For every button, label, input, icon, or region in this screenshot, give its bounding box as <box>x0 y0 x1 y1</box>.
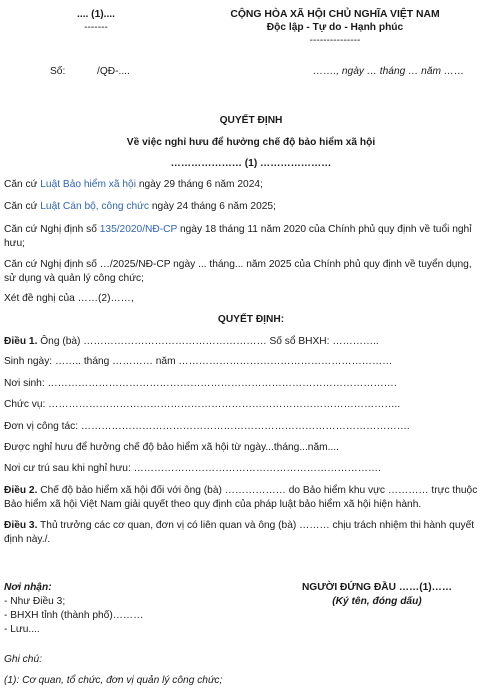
decree-135-link[interactable]: 135/2020/NĐ-CP <box>99 224 178 235</box>
recipient-item: - BHXH tỉnh (thành phố)……… <box>4 610 144 621</box>
recipients-heading: Nơi nhận: <box>4 582 52 593</box>
article-1-name: Ông (bà) ……………………………………………… Số sổ BHXH: ………….. <box>37 336 379 347</box>
document-number-label: Số: <box>50 66 66 77</box>
legal-basis-prefix: Căn cứ <box>4 201 41 212</box>
legal-basis-3 <box>4 223 482 251</box>
article-2-text: Chế độ bảo hiểm xã hội đối với ông (bà) ……………… do Bảo hiểm khu vực ………… trực thuộc Bảo hiểm xã hội Việt Nam giải quyết theo quy định của pháp luật bảo hiểm xã hội hiện hành. <box>4 485 478 510</box>
issuing-agency: .... (1).... <box>77 9 115 20</box>
retirement-date-line: Được nghỉ hưu để hưởng chế độ bảo hiểm xã hội từ ngày...tháng...năm.... <box>4 442 339 453</box>
article-2-label: Điều 2. <box>4 485 38 496</box>
article-3 <box>4 519 482 547</box>
recipient-item: - Lưu.... <box>4 624 40 635</box>
residence-line: Nơi cư trú sau khi nghỉ hưu: ………………………………………………………………. <box>4 463 381 474</box>
proposal-line: Xét đề nghị của ……(2)……, <box>4 293 134 304</box>
article-1-label: Điều 1. <box>4 336 38 347</box>
recipient-item: - Như Điều 3; <box>4 596 66 607</box>
article-1-name-line <box>4 336 379 347</box>
legal-basis-1 <box>4 179 263 190</box>
birthplace-line: Nơi sinh: …………………………………………………………………………………………. <box>4 378 397 389</box>
legal-basis-4: Căn cứ Nghị định số …/2025/NĐ-CP ngày ... tháng... năm 2025 của Chính phủ quy định về tuyển dụng, sử dụng và quản lý công chức; <box>4 259 472 284</box>
position-line: Chức vụ: ………………………………………………………………………………………….. <box>4 399 401 410</box>
notes-heading: Ghi chú: <box>4 654 42 665</box>
document-number: /QĐ-.... <box>97 66 130 77</box>
social-insurance-law-link[interactable]: Luật Bảo hiểm xã hội <box>40 179 136 190</box>
motto-underline: --------------- <box>309 35 361 46</box>
article-2 <box>4 484 482 512</box>
signature-note: (Ký tên, đóng dấu) <box>332 596 422 607</box>
legal-basis-date: ngày 29 tháng 6 năm 2024; <box>135 179 263 190</box>
document-title: QUYẾT ĐỊNH <box>219 115 283 126</box>
workplace-line: Đơn vị công tác: ……………………………………………………………………………………. <box>4 421 410 432</box>
place-date: ……., ngày … tháng … năm …… <box>313 66 465 77</box>
civil-servant-law-link[interactable]: Luật Cán bộ, công chức <box>40 201 150 212</box>
legal-basis-prefix: Căn cứ <box>4 179 41 190</box>
article-3-label: Điều 3. <box>4 520 38 531</box>
legal-basis-text: ngày 18 tháng 11 năm 2020 của Chính phủ quy định về tuổi nghỉ hưu; <box>4 224 472 249</box>
motto: Độc lập - Tự do - Hạnh phúc <box>266 22 404 33</box>
signer-title: NGƯỜI ĐỨNG ĐẦU ……(1)…… <box>301 582 453 593</box>
agency-underline: ------- <box>84 22 108 33</box>
legal-basis-date: ngày 24 tháng 6 năm 2025; <box>149 201 276 212</box>
legal-basis-prefix: Căn cứ Nghị định số <box>4 224 100 235</box>
nation-title: CỘNG HÒA XÃ HỘI CHỦ NGHĨA VIỆT NAM <box>230 9 440 20</box>
note-item: (1): Cơ quan, tổ chức, đơn vị quản lý công chức; <box>4 675 223 686</box>
article-3-text: Thủ trưởng các cơ quan, đơn vị có liên quan và ông (bà) ……… chịu trách nhiệm thi hành quyết định này./. <box>4 520 475 545</box>
date-of-birth-line: Sinh ngày: …….. tháng ………… năm ……………………………………………………… <box>4 356 393 367</box>
document-subject: Về việc nghỉ hưu để hưởng chế độ bảo hiểm xã hội <box>126 137 376 148</box>
issuing-authority: ………………… (1) ………………… <box>170 158 332 169</box>
decision-heading: QUYẾT ĐỊNH: <box>217 314 285 325</box>
legal-basis-2 <box>4 201 276 212</box>
